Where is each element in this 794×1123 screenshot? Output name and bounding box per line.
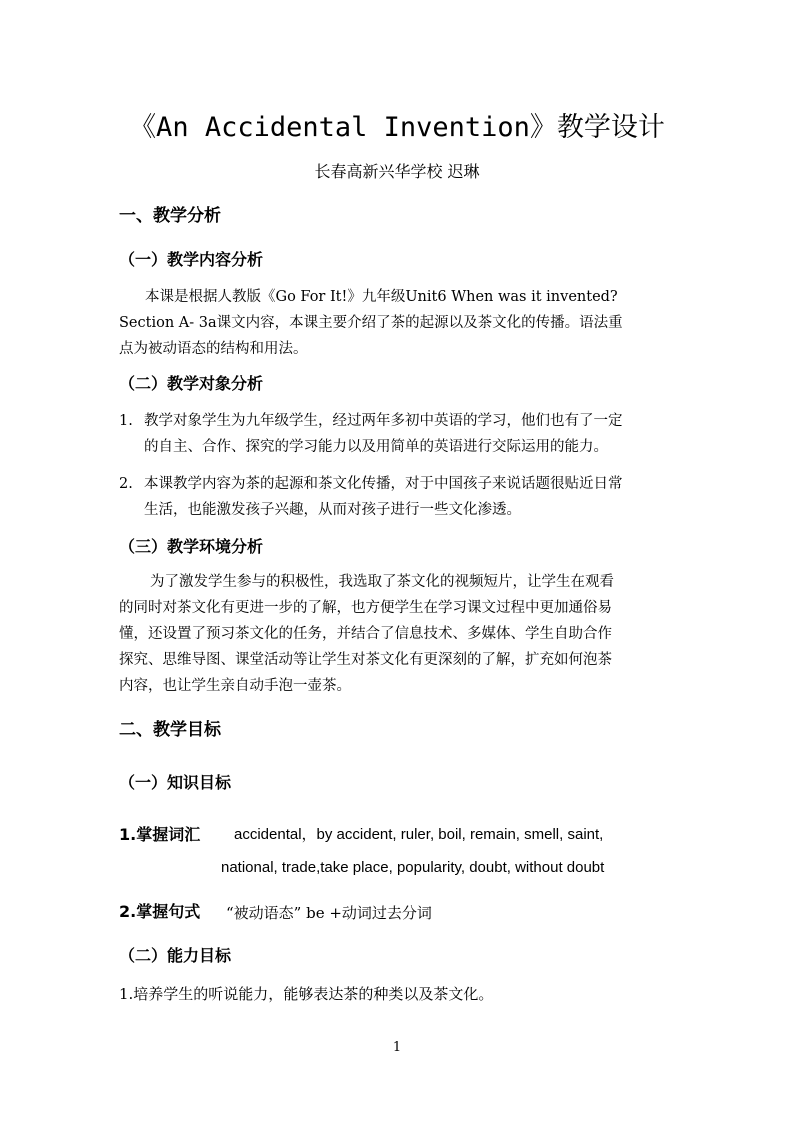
- list-item-line: 的自主、合作、探究的学习能力以及用简单的英语进行交际运用的能力。: [144, 439, 608, 455]
- author-line: 长春高新兴华学校 迟琳: [314, 162, 480, 181]
- list-item-line: 教学对象学生为九年级学生，经过两年多初中英语的学习，他们也有了一定: [144, 413, 623, 429]
- paragraph-line: Section A- 3a课文内容，本课主要介绍了茶的起源以及茶文化的传播。语法重: [119, 315, 623, 331]
- content-analysis-paragraph: [119, 284, 675, 362]
- vocab-label: 1.掌握词汇: [119, 825, 201, 844]
- section-1-heading: 一、教学分析: [119, 206, 221, 226]
- grammar-label: 2.掌握句式: [119, 902, 201, 921]
- section-1-3-heading: （三）教学环境分析: [119, 537, 264, 556]
- list-item: [144, 471, 675, 523]
- section-1-2-heading: （二）教学对象分析: [119, 374, 264, 393]
- paragraph-line: 为了激发学生参与的积极性，我选取了茶文化的视频短片，让学生在观看: [150, 574, 614, 590]
- section-2-heading: 二、教学目标: [119, 720, 221, 740]
- list-item-number: 1.: [119, 413, 133, 429]
- paragraph-line: 内容，也让学生亲自动手泡一壶茶。: [119, 678, 351, 694]
- page-number: 1: [392, 1040, 402, 1055]
- paragraph-line: 的同时对茶文化有更进一步的了解，也方便学生在学习课文过程中更加通俗易: [119, 600, 612, 616]
- vocab-line: national, trade,take place, popularity, doubt, without doubt: [221, 859, 605, 876]
- grammar-text: “被动语态” be +动词过去分词: [226, 904, 432, 922]
- paragraph-line: 懂，还设置了预习茶文化的任务，并结合了信息技术、多媒体、学生自助合作: [119, 626, 612, 642]
- paragraph-line: 本课是根据人教版《Go For It!》九年级Unit6 When was it invented?: [145, 289, 618, 305]
- environment-analysis-paragraph: [119, 569, 675, 699]
- document-title: 《An Accidental Invention》教学设计: [129, 112, 665, 143]
- list-item: [144, 408, 675, 460]
- section-1-1-heading: （一）教学内容分析: [119, 250, 264, 269]
- list-item-line: 生活，也能激发孩子兴趣，从而对孩子进行一些文化渗透。: [144, 502, 521, 518]
- list-item-line: 本课教学内容为茶的起源和茶文化传播，对于中国孩子来说话题很贴近日常: [144, 476, 623, 492]
- section-2-1-heading: （一）知识目标: [119, 773, 232, 792]
- paragraph-line: 点为被动语态的结构和用法。: [119, 341, 308, 357]
- list-item-number: 2.: [119, 476, 133, 492]
- vocab-line: accidental，by accident, ruler, boil, remain, smell, saint,: [234, 826, 604, 843]
- section-2-2-heading: （二）能力目标: [119, 946, 232, 965]
- ability-item: 1.培养学生的听说能力，能够表达茶的种类以及茶文化。: [119, 985, 494, 1003]
- paragraph-line: 探究、思维导图、课堂活动等让学生对茶文化有更深刻的了解，扩充如何泡茶: [119, 652, 612, 668]
